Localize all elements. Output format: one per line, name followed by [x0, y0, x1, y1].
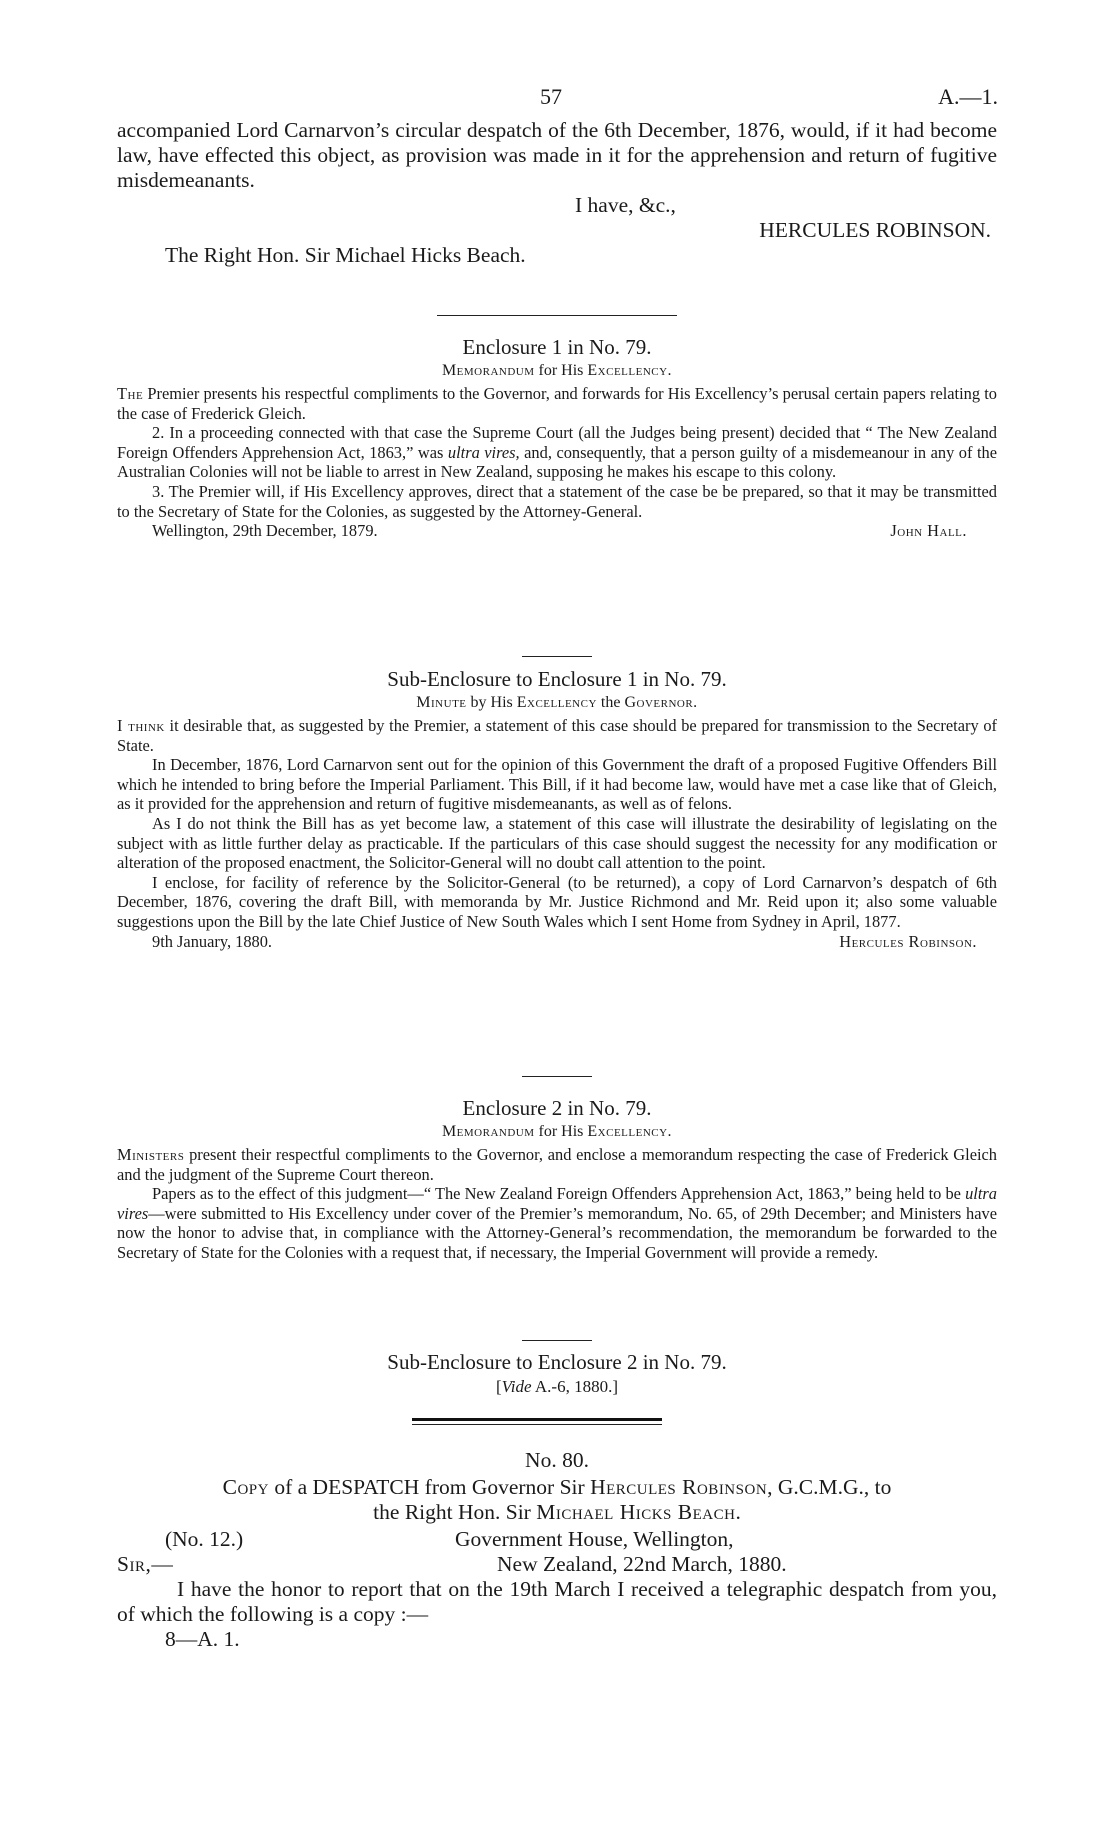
memo-word: Memorandum	[441, 362, 535, 379]
enclosure-2-memo-heading	[117, 1123, 997, 1141]
heading-recipient-name: Michael Hicks Beach	[536, 1500, 736, 1524]
enclosure-2-paragraph-2	[117, 1184, 997, 1262]
sub-enclosure-2	[117, 1350, 997, 1397]
sub-enclosure-1	[117, 667, 997, 951]
heading-excellency: Excellency	[516, 694, 597, 711]
paragraph-text: present their respectful compliments to the Governor, and enclose a memorandum respecting the case of Frederick Gleich and the judgment of the Supreme Court thereon.	[117, 1145, 997, 1184]
heading-text: by His	[470, 694, 513, 711]
paragraph-text: Premier presents his respectful compliments to the Governor, and forwards for His Excellency’s perusal certain papers relating to the case of Frederick Gleich.	[117, 384, 997, 423]
memo-excellency: Excellency.	[587, 362, 673, 379]
lead-word: I think	[117, 716, 165, 735]
signature-mark: 8—A. 1.	[165, 1627, 240, 1651]
sub-enclosure-1-title: Sub-Enclosure to Enclosure 1 in No. 79.	[387, 667, 727, 691]
paragraph-text: it desirable that, as suggested by the Premier, a statement of this case should be prepared for transmission to the Secretary of State.	[117, 716, 997, 755]
minute-paragraph-1	[117, 716, 997, 755]
sub-enclosure-2-title: Sub-Enclosure to Enclosure 2 in No. 79.	[387, 1350, 727, 1374]
despatch-heading-line-1	[117, 1475, 997, 1500]
heading-text: the Right Hon. Sir	[373, 1500, 537, 1524]
despatch-date: New Zealand, 22nd March, 1880.	[497, 1552, 787, 1576]
valediction: I have, &c.,	[575, 193, 676, 217]
heading-text: of a DESPATCH from Governor Sir	[268, 1475, 591, 1499]
enclosure-1	[117, 335, 997, 541]
dateline	[117, 932, 997, 952]
minute-paragraph-3: As I do not think the Bill has as yet become law, a statement of this case will illustrate the desirability of legislating on the subject with as little further delay as practicable. If the particulars of this case should suggest the necessity for any modification or alteration of the proposed enactment, the Solicitor-General will no doubt call attention to the point.	[117, 813, 997, 873]
enclosure-2-title: Enclosure 2 in No. 79.	[462, 1096, 652, 1120]
enclosure-1-paragraph-1	[117, 384, 997, 423]
heading-governor-name: Hercules Robinson	[590, 1475, 768, 1499]
signature: John Hall.	[890, 521, 967, 541]
minute-paragraph-2: In December, 1876, Lord Carnarvon sent out for the opinion of this Government the draft of a proposed Fugitive Offenders Bill which he intended to bring before the Imperial Parliament. This Bill, if it had become law, would have met a case like that of Gleich, as it provided for the apprehension and return of fugitive misdemeanants, as well as of felons.	[117, 755, 997, 814]
opening-paragraph: accompanied Lord Carnarvon’s circular despatch of the 6th December, 1876, would, if it had become law, have effected this object, as provision was made in it for the apprehension and return of fugitive misdemeanants.	[117, 118, 997, 192]
despatch-body: I have the honor to report that on the 19th March I received a telegraphic despatch from you, of which the following is a copy :—	[117, 1577, 997, 1626]
minute-heading	[117, 694, 997, 712]
minute-paragraph-4: I enclose, for facility of reference by the Solicitor-General (to be returned), a copy of Lord Carnarvon’s despatch of 6th December, 1876, covering the draft Bill, with memoranda by Mr. Justice Richmond and Mr. Reid upon it; also some valuable suggestions upon the Bill by the late Chief Justice of New South Wales which I sent Home from Sydney in April, 1877.	[117, 872, 997, 931]
date: 9th January, 1880.	[152, 931, 273, 951]
vide-word: Vide	[501, 1377, 532, 1396]
section-divider	[522, 1340, 592, 1341]
memo-excellency: Excellency.	[587, 1123, 673, 1140]
heading-text: .	[735, 1500, 741, 1524]
enclosure-1-title: Enclosure 1 in No. 79.	[462, 335, 652, 359]
signature: Hercules Robinson.	[839, 931, 977, 951]
enclosure-2	[117, 1096, 997, 1263]
memo-for: for His	[538, 362, 584, 379]
enclosure-1-paragraph-3: 3. The Premier will, if His Excellency approves, direct that a statement of the case be be prepared, so that it may be transmitted to the Secretary of State for the Colonies, as suggested by the Attorney-General.	[117, 481, 997, 521]
paragraph-text: —were submitted to His Excellency under cover of the Premier’s memorandum, No. 65, of 29th December; and Ministers have now the honor to advise that, in compliance with the Attorney-General’s recommendation, the memorandum be forwarded to the Secretary of State for the Colonies with a request that, if necessary, the Imperial Government will provide a remedy.	[117, 1203, 997, 1262]
despatch-no-80	[117, 1448, 997, 1652]
enclosure-1-memo-heading	[117, 362, 997, 380]
enclosure-1-paragraph-2	[117, 423, 997, 482]
paragraph-text: Papers as to the effect of this judgment—“ The New Zealand Foreign Offenders Apprehension Act, 1863,” being held to be	[152, 1184, 966, 1204]
date: Wellington, 29th December, 1879.	[152, 521, 378, 541]
addressee: The Right Hon. Sir Michael Hicks Beach.	[165, 243, 526, 267]
bracket: [	[496, 1377, 502, 1396]
dateline	[117, 521, 997, 541]
heading-copy: Copy	[222, 1475, 269, 1499]
major-divider	[412, 1418, 662, 1421]
despatch-heading-line-2	[117, 1500, 997, 1525]
despatch-number: No. 80.	[525, 1448, 589, 1472]
vide-text: A.-6, 1880.]	[531, 1377, 618, 1396]
opening-section	[117, 118, 997, 268]
page-number: 57	[540, 84, 562, 109]
heading-text: , G.C.M.G., to	[767, 1475, 892, 1499]
memo-for: for His	[538, 1123, 584, 1140]
minute-word: Minute	[416, 694, 467, 711]
despatch-place: Government House, Wellington,	[455, 1527, 734, 1551]
italic-term: ultra vires,	[447, 442, 520, 462]
paragraph-text: and, consequently, that a person guilty of a misdemeanour in any of the Australian Colonies will not be liable to arrest in New Zealand, supposing he makes his escape to this colony.	[117, 442, 997, 482]
section-divider	[522, 1076, 592, 1077]
enclosure-2-paragraph-1	[117, 1145, 997, 1184]
heading-text: the	[600, 694, 621, 711]
lead-word: Ministers	[117, 1145, 185, 1164]
section-divider	[522, 656, 592, 657]
signature: HERCULES ROBINSON.	[759, 218, 991, 242]
paragraph-text: 2. In a proceeding connected with that case the Supreme Court (all the Judges being present) decided that “ The New Zealand Foreign Offenders Apprehension Act, 1863,” was	[117, 423, 997, 462]
paper-reference: A.—1.	[938, 84, 998, 109]
despatch-ref-line	[117, 1527, 997, 1552]
section-divider	[437, 315, 677, 316]
salutation: Sir,—	[117, 1552, 174, 1576]
despatch-salutation-line	[117, 1552, 997, 1577]
despatch-ref: (No. 12.)	[165, 1527, 244, 1551]
memo-word: Memorandum	[441, 1123, 535, 1140]
major-divider	[412, 1424, 662, 1425]
lead-word: The	[117, 384, 144, 403]
italic-term: ultra vires	[117, 1184, 997, 1223]
heading-governor: Governor.	[624, 694, 698, 711]
vide-reference	[117, 1377, 997, 1397]
